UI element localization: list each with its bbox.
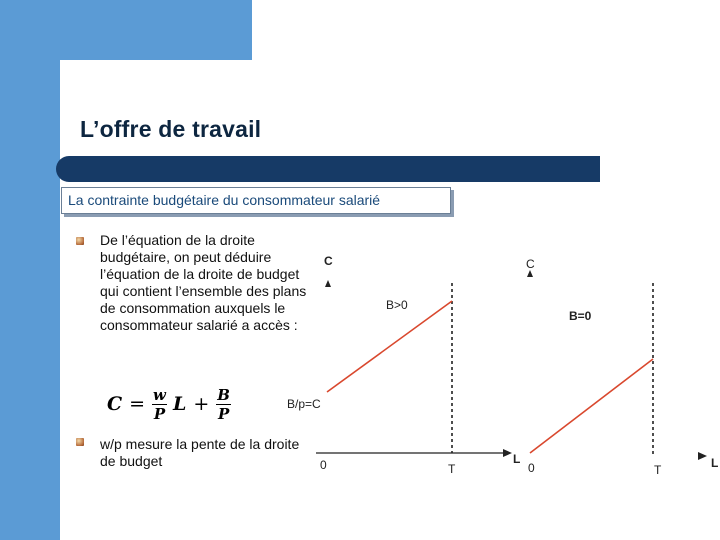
bullet-text-slope: w/p mesure la pente de la droite de budget: [100, 436, 300, 469]
graph-left: [287, 254, 520, 476]
graph-right-case-label: B=0: [569, 309, 592, 323]
formula-lhs: C: [107, 393, 123, 415]
graph-left-intercept-label: B/p=C: [287, 397, 321, 411]
slide-title: L’offre de travail: [80, 116, 262, 142]
graph-right-t-label: T: [654, 463, 662, 477]
x-axis-arrow-icon: [503, 449, 512, 457]
graph-right: [526, 257, 718, 477]
y-axis-arrow-icon: [527, 270, 533, 277]
y-axis-arrow-icon: [325, 280, 331, 287]
bullet-text-budget-equation: De l’équation de la droite budgétaire, on peut déduire l’équation de la droite de budget qui contient l’ensemble des plans de consommation auxquels le consommateur salarié a accès :: [100, 232, 307, 333]
x-axis-arrow-icon: [698, 452, 707, 460]
formula-var-l: L: [172, 393, 187, 415]
graph-left-t-label: T: [448, 462, 456, 476]
graph-right-x-label: L: [711, 456, 719, 470]
graph-left-x-label: L: [513, 452, 521, 466]
graph-right-origin-label: 0: [528, 461, 535, 475]
formula-num-b: B: [217, 385, 230, 404]
formula-num-w: w: [153, 385, 166, 404]
graph-right-budget-line: [530, 359, 653, 453]
formula-equals: =: [129, 393, 146, 415]
graph-left-y-label: C: [324, 254, 333, 268]
graph-right-y-label: C: [526, 257, 535, 271]
graph-left-budget-line: [327, 301, 452, 392]
formula-den-p: P: [153, 404, 166, 423]
graph-left-origin-label: 0: [320, 458, 327, 472]
formula-den-p2: P: [217, 404, 230, 423]
slide-subtitle: La contrainte budgétaire du consommateur salarié: [68, 192, 381, 208]
formula-plus: +: [193, 393, 210, 415]
graph-left-case-label: B>0: [386, 298, 408, 312]
